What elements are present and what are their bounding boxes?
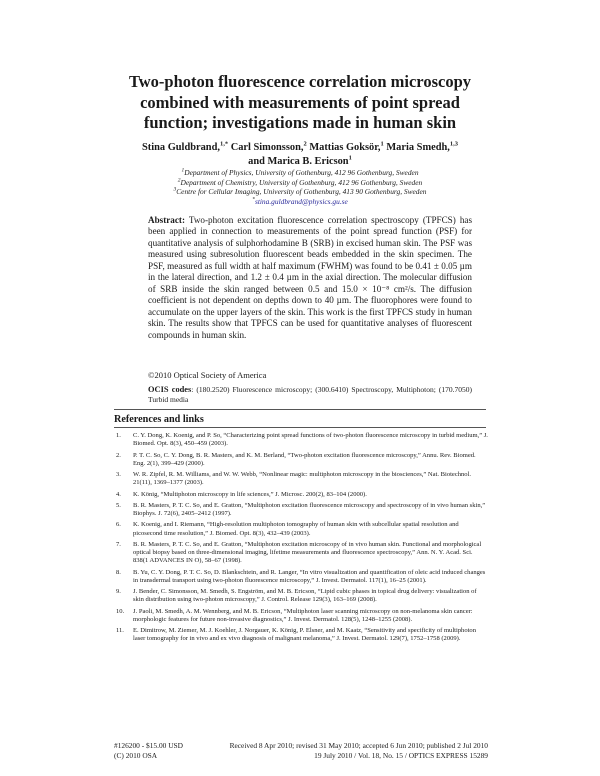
reference-number: 8.	[116, 568, 121, 576]
reference-item	[114, 569, 488, 586]
reference-item	[114, 432, 488, 449]
reference-text: E. Dimitrow, M. Ziemer, M. J. Koehler, J. Norgauer, K. König, P. Elsner, and M. Kaatz, “Sensitivity and specificity of multiphoton laser tomography for in vivo and ex vivo diagnosis of malignant melanoma,” J. Invest. Dermatol. 129(7), 1752–1758 (2009).	[133, 627, 476, 643]
email-mark: *	[252, 196, 255, 203]
abstract-label: Abstract:	[148, 215, 185, 225]
reference-text: B. Yu, C. Y. Dong, P. T. C. So, D. Blankschtein, and R. Langer, “In vitro visualization and quantification of oleic acid induced changes in transdermal transport using two-photon fluorescence microscopy,” J. Invest. Dermatol. 117(1), 16–25 (2001).	[133, 568, 486, 584]
author-name: Mattias Goksör,	[309, 142, 381, 153]
reference-number: 5.	[116, 501, 121, 509]
reference-text: K. König, “Multiphoton microscopy in life sciences,” J. Microsc. 200(2), 83–104 (2000).	[133, 490, 367, 498]
author-name: Stina Guldbrand,	[142, 142, 220, 153]
footer-left	[114, 741, 183, 762]
ocis-codes	[148, 385, 472, 405]
reference-text: C. Y. Dong, K. Koenig, and P. So, “Characterizing point spread functions of two-photon fluorescence microscopy in turbid medium,” J. Biomed. Opt. 8(3), 450–459 (2003).	[133, 432, 488, 448]
reference-text: B. R. Masters, P. T. C. So, and E. Gratton, “Multiphoton excitation microscopy of in vivo human skin. Functional and morphological optical biopsy based on three-dimensional imaging, lifetime measurements and fluorescence spectroscopy,” Ann. N. Y. Acad. Sci. 838(1 ADVANCES IN O), 58–67 (1998).	[133, 540, 482, 565]
reference-item	[114, 588, 488, 605]
ocis-label: OCIS codes	[148, 385, 192, 394]
reference-text: J. Bender, C. Simonsson, M. Smedh, S. Engström, and M. B. Ericson, “Lipid cubic phases in topical drug delivery: visualization of skin distribution using two-photon microscopy,” J. Control. Release 129(3), 163–169 (2008).	[133, 588, 477, 604]
author-name: and Marica B. Ericson	[248, 155, 349, 167]
reference-item	[114, 502, 488, 519]
footer-journal-info: 19 July 2010 / Vol. 18, No. 15 / OPTICS EXPRESS 15289	[314, 751, 488, 761]
affiliation-mark: 3	[173, 186, 177, 193]
reference-item	[114, 471, 488, 488]
contact-email	[60, 197, 540, 207]
email-link[interactable]: stina.guldbrand@physics.gu.se	[254, 196, 348, 206]
reference-item	[114, 627, 488, 644]
ocis-text: : (180.2520) Fluorescence microscopy; (300.6410) Spectroscopy, Multiphoton; (170.7050) Turbid media	[148, 385, 472, 405]
footer-history: Received 8 Apr 2010; revised 31 May 2010; accepted 6 Jun 2010; published 2 Jul 2010	[229, 741, 488, 750]
reference-number: 4.	[116, 490, 121, 498]
affiliation-mark: 1	[181, 167, 185, 174]
footer-copyright: (C) 2010 OSA	[114, 751, 158, 761]
reference-number: 3.	[116, 471, 121, 478]
reference-number: 1.	[116, 432, 121, 439]
reference-list	[114, 432, 488, 647]
copyright-notice: ©2010 Optical Society of America	[148, 370, 267, 380]
author-affiliation-mark: 1,3	[449, 140, 458, 148]
title-line: combined with measurements of point spread	[140, 92, 460, 112]
divider	[114, 427, 486, 428]
reference-item	[114, 452, 488, 469]
author-affiliation-mark: 2	[303, 140, 307, 148]
divider	[114, 409, 486, 410]
reference-item	[114, 491, 488, 499]
affiliation: $^1$Department of Physics, University of Gothenburg, 412 96 Gothenburg, Sweden	[181, 167, 419, 177]
affiliation: $^3$Centre for Cellular Imaging, University of Gothenburg, 413 90 Gothenburg, Sweden	[173, 186, 427, 197]
abstract	[148, 215, 472, 341]
author-affiliation-mark: 1	[348, 154, 352, 162]
affiliation-mark: 2	[177, 177, 181, 184]
reference-number: 7.	[116, 540, 121, 548]
reference-text: J. Paoli, M. Smedh, A. M. Wennberg, and M. B. Ericson, “Multiphoton laser scanning microscopy on non-melanoma skin cancer: morphologic features for future non-invasive diagnostics,” J. Invest. Dermatol. 128(5), 1248–1255 (2008).	[133, 607, 473, 623]
author-list	[60, 141, 540, 168]
reference-item	[114, 608, 488, 625]
reference-number: 10.	[116, 607, 125, 615]
author-name: Carl Simonsson,	[230, 142, 304, 153]
reference-number: 11.	[116, 627, 124, 634]
abstract-text: Two-photon excitation fluorescence correlation spectroscopy (TPFCS) has been applied in connection to measurements of the point spread function (PSF) for quantitative analysis of sulphorhodamine B (SRB) in excised human skin. The PSF was measured using subresolution fluorescent beads embedded in the skin specimen. The PSF, measured as full width at half maximum (FWHM) was found to be 0.41 ± 0.05 µm in the lateral direction, and 1.2 ± 0.4 µm in the axial direction. The molecular diffusion of SRB inside the skin ranged between 0.5 and 15.0 × 10⁻⁸ cm²/s. The diffusion coefficient is not dependent on depths down to 40 µm. The fluorophores were found to accumulate on the upper layers of the skin. This work is the first TPFCS study in human skin. The results show that TPFCS can be used for quantitative analyses of fluorescent compounds in human skin.	[148, 215, 472, 340]
author-name: Maria Smedh,	[386, 142, 450, 153]
reference-number: 6.	[116, 521, 121, 529]
affiliation: $^2$Department of Chemistry, University of Gothenburg, 412 96 Gothenburg, Sweden	[177, 177, 423, 187]
reference-number: 9.	[116, 588, 121, 595]
paper-title	[60, 72, 540, 134]
title-line: function; investigations made in human skin	[143, 113, 457, 132]
author-affiliation-mark: 1,*	[219, 140, 229, 148]
reference-text: K. Koenig, and I. Riemann, “High-resolution multiphoton tomography of human skin with subcellular spatial resolution and picosecond time resolution,” J. Biomed. Opt. 8(3), 432–439 (2003).	[133, 521, 459, 537]
reference-item	[114, 521, 488, 538]
title-line: Two-photon fluorescence correlation microscopy	[128, 72, 472, 91]
footer-right	[230, 741, 488, 762]
references-heading: References and links	[114, 414, 204, 425]
reference-number: 2.	[116, 451, 121, 459]
affiliation-list	[60, 168, 540, 206]
author-affiliation-mark: 1	[380, 140, 384, 148]
footer-price: #126200 - $15.00 USD	[114, 741, 183, 750]
reference-item	[114, 541, 488, 566]
reference-text: W. R. Zipfel, R. M. Williams, and W. W. Webb, “Nonlinear magic: multiphoton microscopy in the biosciences,” Nat. Biotechnol. 21(11), 1369–1377 (2003).	[133, 471, 472, 487]
reference-text: P. T. C. So, C. Y. Dong, B. R. Masters, and K. M. Berland, “Two-photon excitation fluorescence microscopy,” Annu. Rev. Biomed. Eng. 2(1), 399–429 (2000).	[133, 451, 476, 467]
reference-text: B. R. Masters, P. T. C. So, and E. Gratton, “Multiphoton excitation fluorescence microscopy and spectroscopy of in vivo human skin,” Biophys. J. 72(6), 2405–2412 (1997).	[133, 501, 486, 517]
